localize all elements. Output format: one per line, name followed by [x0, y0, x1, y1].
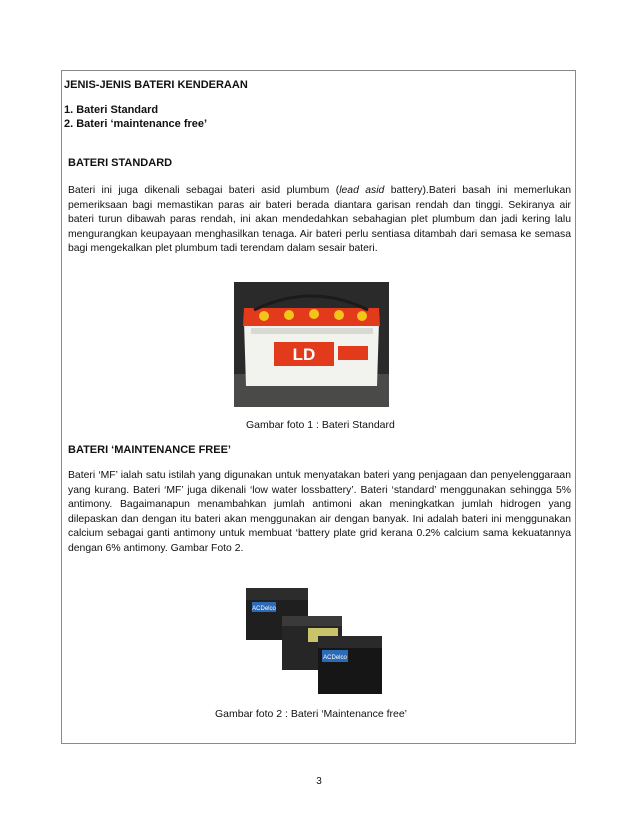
mf-battery-brand-2: ACDelco: [323, 655, 347, 661]
page-number: 3: [316, 776, 322, 787]
standard-battery-photo: [234, 282, 389, 407]
standard-battery-brand: LD: [292, 345, 316, 364]
type-item-standard: 1. Bateri Standard: [64, 104, 159, 116]
mf-battery-photo: [238, 578, 388, 700]
caption-photo-1: Gambar foto 1 : Bateri Standard: [246, 419, 395, 431]
paragraph-mf: Bateri ‘MF’ ialah satu istilah yang digunakan untuk menyatakan bateri yang penjagaan dan penyelenggaraan yang kurang. Bateri ‘MF’ juga dikenali ‘low water lossbattery’. Bateri ‘standard’ menggunakan sehingga 5% antimony. Bagaimanapun menambahkan jumlah antimoni akan meningkatkan jumlah hidrogen yang dilepaskan dan dengan itu bateri akan menggunakan air dengan banyak. Ini adalah bateri ini menggunakan calcium sebagai ganti antimony untuk membuat ‘battery plate grid kerana 0.2% calcium sama kekuatannya dengan 6% antimony. Gambar Foto 2.: [68, 470, 571, 554]
type-item-maintenance-free: 2. Bateri ‘maintenance free’: [64, 118, 208, 130]
caption-photo-2: Gambar foto 2 : Bateri ‘Maintenance free’: [215, 708, 408, 720]
mf-battery-brand-1: ACDelco: [252, 606, 276, 612]
section-title-standard: BATERI STANDARD: [68, 157, 173, 169]
paragraph-standard: Bateri ini juga dikenali sebagai bateri asid plumbum (lead asid battery).Bateri basah ini memerlukan pemeriksaan bagi memastikan paras air bateri berada diantara garisan rendah dan tinggi. Sekiranya air bateri turun dibawah paras rendah, ini akan mendedahkan sebahagian plet plumbum dan jadi kering lalu mengurangkan keupayaan menghasilkan tenaga. Air bateri perlu sentiasa ditambah dari semasa ke semasa bagi mengekalkan plet plumbum tadi terendam dalam sesair bateri.: [68, 185, 572, 255]
page-heading: JENIS-JENIS BATERI KENDERAAN: [64, 79, 248, 91]
section-title-mf: BATERI ‘MAINTENANCE FREE’: [68, 444, 231, 456]
